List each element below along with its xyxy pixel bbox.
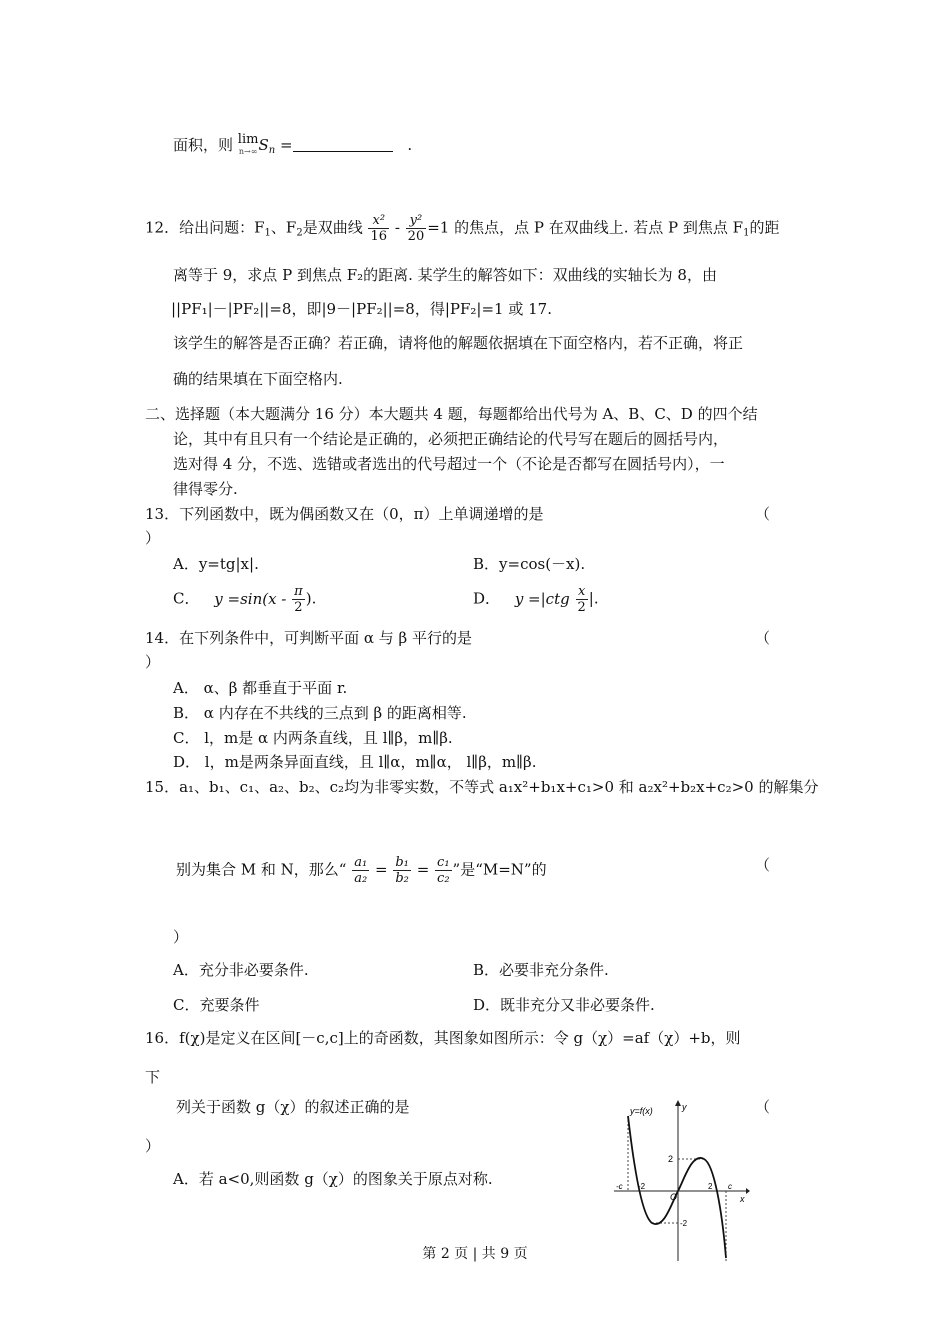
q13-paren-right: ） — [145, 529, 161, 547]
q12-line4: 该学生的解答是否正确？若正确，请将他的解题依据填在下面空格内，若不正确，将正 — [173, 334, 744, 352]
fraction-pi-2: $\frac{\pi}{2}$ — [294, 584, 303, 615]
top-line: 面积，则 lim n→∞ $S_n$ = . — [173, 132, 413, 156]
q13-option-c[interactable]: C． y =sin(x - $\frac{\pi}{2}$ ). — [173, 584, 317, 615]
q16-stem: 16．f(χ)是定义在区间[－c,c]上的奇函数，其图象如图所示：令 g（χ）=af（χ）+b，则 — [145, 1029, 741, 1047]
q15-line2: 别为集合 M 和 N，那么“ $\frac{\text{a₁}}{\text{a₂}}$ = $\frac{\text{b₁}}{\text{b₂}}$ = $\frac{\text{c₁}}{\text{c₂}}$ ”是“M=N”的 — [176, 855, 547, 886]
fraction-x2-16: $\frac{\text{x²}}{16}$ — [370, 213, 388, 244]
q14-option-c[interactable]: C． l，m是 α 内两条直线，且 l∥β，m∥β. — [173, 729, 453, 747]
origin-label: O — [670, 1192, 678, 1202]
q13-stem: 13．下列函数中，既为偶函数又在（0，π）上单调递增的是 — [145, 505, 544, 523]
tick-y-2: 2 — [668, 1154, 674, 1164]
q14-stem: 14．在下列条件中，可判断平面 α 与 β 平行的是 — [145, 629, 472, 647]
fraction-c1-c2: $\frac{\text{c₁}}{\text{c₂}}$ — [437, 855, 450, 886]
q14-option-a[interactable]: A． α、β 都垂直于平面 r. — [173, 679, 348, 697]
function-graph — [612, 1098, 750, 1263]
tick-x-minus-c: -c — [616, 1182, 623, 1191]
fraction-x-2: $\frac{x}{2}$ — [577, 584, 586, 615]
q12-line5: 确的结果填在下面空格内. — [173, 370, 343, 388]
q12-line2: 离等于 9，求点 P 到焦点 F₂的距离. 某学生的解答如下：双曲线的实轴长为 8，由 — [173, 266, 717, 284]
tick-x-c: c — [728, 1182, 732, 1191]
x-axis-arrow — [746, 1188, 750, 1194]
q12-line3: ||PF₁|－|PF₂||=8，即|9－|PF₂||=8，得|PF₂|=1 或 17. — [171, 300, 552, 318]
y-axis-arrow — [675, 1100, 681, 1106]
page-footer: 第 2 页 | 共 9 页 — [422, 1246, 528, 1262]
q14-paren-right: ） — [145, 653, 161, 671]
graph-label: y=f(x) — [630, 1106, 653, 1116]
q16-option-a[interactable]: A．若 a<0,则函数 g（χ）的图象关于原点对称. — [173, 1170, 493, 1188]
tick-y-minus-2: -2 — [680, 1219, 688, 1228]
q15-option-d[interactable]: D．既非充分又非必要条件. — [473, 996, 655, 1014]
q15-option-c[interactable]: C．充要条件 — [173, 996, 260, 1014]
q14-paren-left: （ — [755, 629, 771, 647]
fraction-b1-b2: $\frac{\text{b₁}}{\text{b₂}}$ — [395, 855, 409, 886]
section2-line3: 选对得 4 分，不选、选错或者选出的代号超过一个（不论是否都写在圆括号内），一 — [173, 455, 725, 473]
q13-option-a[interactable]: A．y=tg|x|. — [173, 555, 259, 573]
section2-line1: 二、选择题（本大题满分 16 分）本大题共 4 题，每题都给出代号为 A、B、C、D 的四个结 — [145, 405, 758, 423]
q15-option-a[interactable]: A．充分非必要条件. — [173, 961, 309, 979]
q16-line2: 下 — [145, 1068, 161, 1086]
tick-x-2: 2 — [708, 1182, 713, 1191]
q15-stem: 15．a₁、b₁、c₁、a₂、b₂、c₂均为非零实数，不等式 a₁x²+b₁x+c₁>0 和 a₂x²+b₂x+c₂>0 的解集分 — [145, 778, 819, 796]
q15-paren-right: ） — [173, 928, 189, 946]
x-axis-label: x — [740, 1194, 745, 1204]
fraction-y2-20: $\frac{\text{y²}}{20}$ — [407, 213, 425, 244]
q13-option-b[interactable]: B．y=cos(－x). — [473, 555, 586, 573]
q14-option-b[interactable]: B． α 内存在不共线的三点到 β 的距离相等. — [173, 704, 467, 722]
q15-option-b[interactable]: B．必要非充分条件. — [473, 961, 609, 979]
q14-option-d[interactable]: D． l，m是两条异面直线，且 l∥α，m∥α， l∥β，m∥β. — [173, 753, 537, 771]
section2-line4: 律得零分. — [173, 480, 238, 498]
q12-line1: 12．给出问题：$F_1$、$F_2$是双曲线 $\frac{\text{x²}}{16}$ - $\frac{\text{y²}}{20}$ =1 的焦点，点 P 在双曲线上. 若点 P 到焦点 $F_1$的距 — [145, 213, 780, 244]
y-axis-label: y — [682, 1102, 687, 1112]
limit-notation: lim n→∞ — [237, 132, 259, 156]
q15-paren-left: （ — [755, 856, 771, 874]
section2-line2: 论，其中有且只有一个结论是正确的，必须把正确结论的代号写在题后的圆括号内， — [173, 430, 729, 448]
q16-paren-left: （ — [755, 1098, 771, 1116]
q13-paren-left: （ — [755, 505, 771, 523]
tick-x-minus-2: -2 — [638, 1182, 646, 1191]
q13-option-d[interactable]: D． y =|ctg $\frac{x}{2}$ |. — [473, 584, 599, 615]
q16-line3: 列关于函数 g（χ）的叙述正确的是 — [176, 1098, 410, 1116]
fraction-a1-a2: $\frac{\text{a₁}}{\text{a₂}}$ — [354, 855, 368, 886]
q16-paren-right: ） — [145, 1137, 161, 1155]
answer-blank[interactable] — [293, 137, 393, 152]
